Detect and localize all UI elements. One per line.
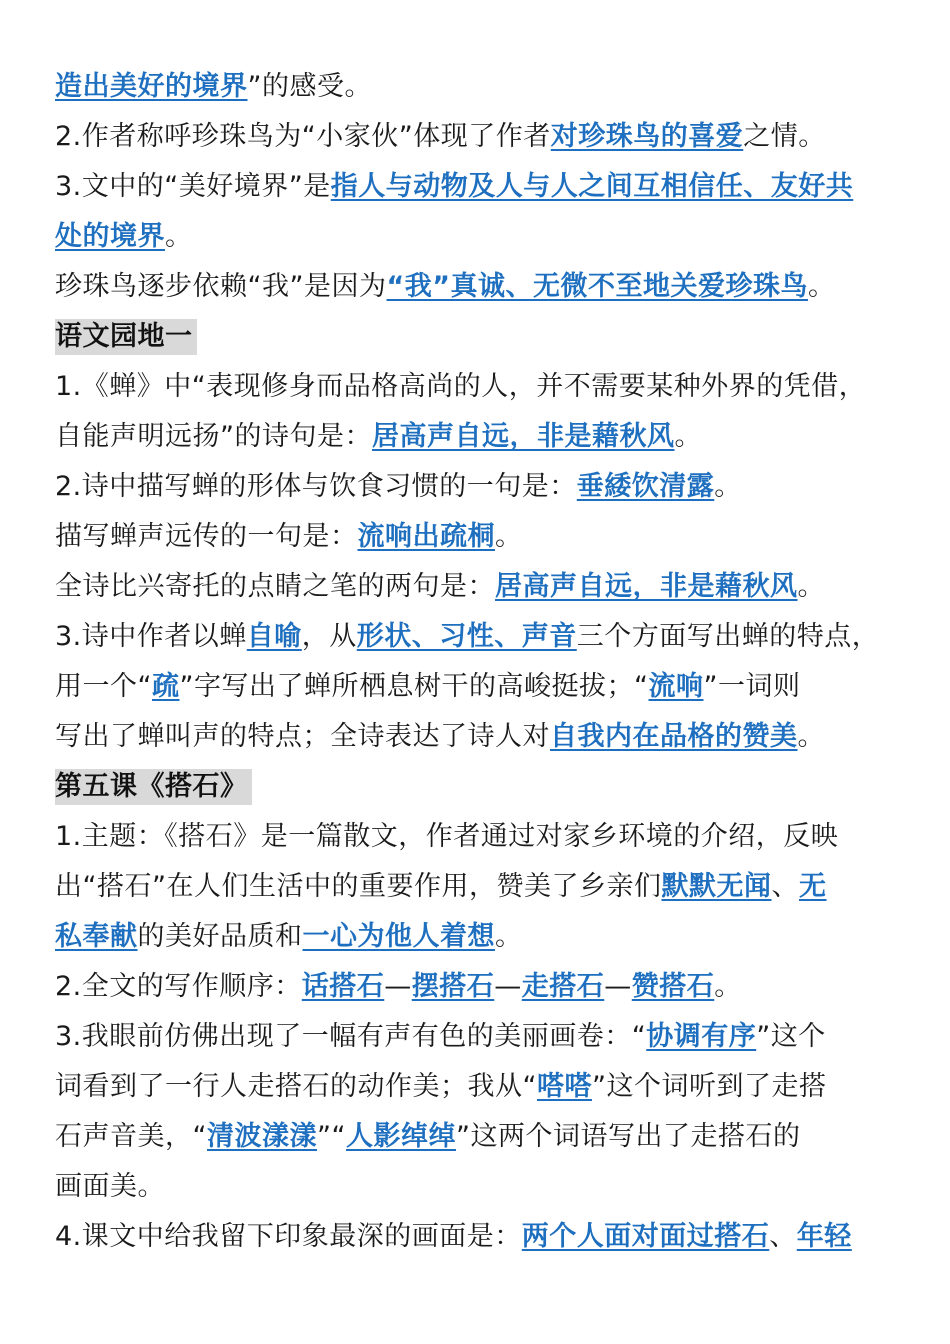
- text-line: [55, 362, 915, 412]
- body-text: 描写蝉声远传的一句是：: [55, 521, 358, 552]
- text-line: [55, 162, 915, 212]
- body-text: —: [384, 971, 412, 1002]
- text-line: [55, 762, 915, 812]
- answer-text: 协调有序: [646, 1021, 757, 1052]
- answer-text: 居高声自远，非是藉秋风: [372, 421, 675, 452]
- answer-text: 造出美好的境界: [55, 71, 248, 102]
- answer-text: 流响: [648, 671, 704, 702]
- answer-text: 话搭石: [301, 971, 385, 1002]
- body-text: ”这个词听到了走搭: [592, 1071, 827, 1102]
- answer-text: 对珍珠鸟的喜爱: [550, 121, 744, 152]
- text-line: [55, 862, 915, 912]
- body-text: 画面美。: [55, 1171, 165, 1202]
- answer-text: 形状、习性、声音: [356, 621, 577, 652]
- answer-text: 摆搭石: [411, 971, 495, 1002]
- answer-text: 赞搭石: [631, 971, 715, 1002]
- answer-text: 垂緌饮清露: [576, 471, 715, 502]
- answer-text: 年轻: [796, 1221, 852, 1252]
- body-text: 3.文中的“美好境界”是: [55, 171, 331, 202]
- body-text: 的美好品质和: [137, 921, 303, 952]
- body-text: 。: [797, 721, 825, 752]
- text-line: [55, 212, 915, 262]
- answer-text: 两个人面对面过搭石: [521, 1221, 770, 1252]
- answer-text: 一心为他人着想: [302, 921, 495, 952]
- body-text: 出“搭石”在人们生活中的重要作用，赞美了乡亲们: [55, 871, 662, 902]
- answer-text: 处的境界: [55, 221, 165, 252]
- body-text: 自能声明远扬”的诗句是：: [55, 421, 372, 452]
- answer-text: 私奉献: [55, 921, 138, 952]
- text-line: [55, 462, 915, 512]
- body-text: 4.课文中给我留下印象最深的画面是：: [55, 1221, 522, 1252]
- text-line: [55, 1212, 915, 1262]
- text-line: [55, 962, 915, 1012]
- body-text: 石声音美，“: [55, 1121, 207, 1152]
- answer-text: 疏: [152, 671, 180, 702]
- body-text: 。: [714, 971, 742, 1002]
- body-text: 写出了蝉叫声的特点；全诗表达了诗人对: [55, 721, 550, 752]
- section-heading: 语文园地一: [55, 319, 197, 355]
- text-line: [55, 412, 915, 462]
- answer-text: 走搭石: [521, 971, 605, 1002]
- answer-text: 自我内在品格的赞美: [550, 721, 798, 752]
- text-line: [55, 662, 915, 712]
- answer-text: 指人与动物及人与人之间互相信任、友好共: [330, 171, 854, 202]
- body-text: 3.诗中作者以蝉: [55, 621, 247, 652]
- body-text: 之情。: [743, 121, 826, 152]
- body-text: 。: [714, 471, 742, 502]
- text-line: [55, 712, 915, 762]
- body-text: ”这两个词语写出了走搭石的: [455, 1121, 801, 1152]
- body-text: ”的感受。: [247, 71, 372, 102]
- answer-text: 流响出疏桐: [357, 521, 495, 552]
- body-text: 、: [771, 871, 799, 902]
- body-text: 1.《蝉》中“表现修身而品格高尚的人，并不需要某种外界的凭借，: [55, 371, 867, 402]
- text-line: [55, 1012, 915, 1062]
- text-line: [55, 1162, 915, 1212]
- body-text: —: [604, 971, 632, 1002]
- body-text: —: [494, 971, 522, 1002]
- answer-text: 人影绰绰: [345, 1121, 456, 1152]
- text-line: [55, 612, 915, 662]
- text-line: [55, 1112, 915, 1162]
- body-text: 。: [495, 521, 523, 552]
- body-text: 。: [495, 921, 523, 952]
- body-text: 。: [807, 271, 836, 302]
- body-text: 。: [674, 421, 702, 452]
- body-text: 2.作者称呼珍珠鸟为“小家伙”体现了作者: [55, 121, 551, 152]
- body-text: ，从: [301, 621, 357, 652]
- body-text: 用一个“: [55, 671, 152, 702]
- section-heading: 第五课《搭石》: [55, 769, 252, 805]
- text-line: [55, 562, 915, 612]
- answer-text: 自喻: [246, 621, 302, 652]
- answer-text: 默默无闻: [661, 871, 772, 902]
- body-text: 三个方面写出蝉的特点，: [576, 621, 880, 652]
- text-line: [55, 112, 915, 162]
- document-page: [55, 62, 915, 1262]
- answer-text: 嗒嗒: [537, 1071, 592, 1102]
- body-text: ”这个: [756, 1021, 826, 1052]
- text-line: [55, 912, 915, 962]
- body-text: 。: [165, 221, 193, 252]
- text-line: [55, 812, 915, 862]
- answer-text: 无: [798, 871, 827, 902]
- text-line: [55, 312, 915, 362]
- body-text: 词看到了一行人走搭石的动作美；我从“: [55, 1071, 537, 1102]
- body-text: 2.全文的写作顺序：: [55, 971, 302, 1002]
- text-line: [55, 62, 915, 112]
- body-text: 1.主题：《搭石》是一篇散文，作者通过对家乡环境的介绍，反映: [55, 821, 839, 852]
- text-line: [55, 1062, 915, 1112]
- body-text: 珍珠鸟逐步依赖“我”是因为: [55, 271, 387, 302]
- body-text: 。: [797, 571, 825, 602]
- body-text: 、: [769, 1221, 797, 1252]
- body-text: 2.诗中描写蝉的形体与饮食习惯的一句是：: [55, 471, 577, 502]
- body-text: 全诗比兴寄托的点睛之笔的两句是：: [55, 571, 495, 602]
- answer-text: 清波漾漾: [207, 1121, 317, 1152]
- body-text: ”“: [317, 1121, 346, 1152]
- answer-text: “我”真诚、无微不至地关爱珍珠鸟: [386, 271, 808, 302]
- body-text: ”一词则: [703, 671, 801, 702]
- answer-text: 居高声自远，非是藉秋风: [495, 571, 798, 602]
- text-line: [55, 512, 915, 562]
- body-text: 3.我眼前仿佛出现了一幅有声有色的美丽画卷：“: [55, 1021, 647, 1052]
- text-line: [55, 262, 915, 312]
- body-text: ”字写出了蝉所栖息树干的高峻挺拔；“: [179, 671, 649, 702]
